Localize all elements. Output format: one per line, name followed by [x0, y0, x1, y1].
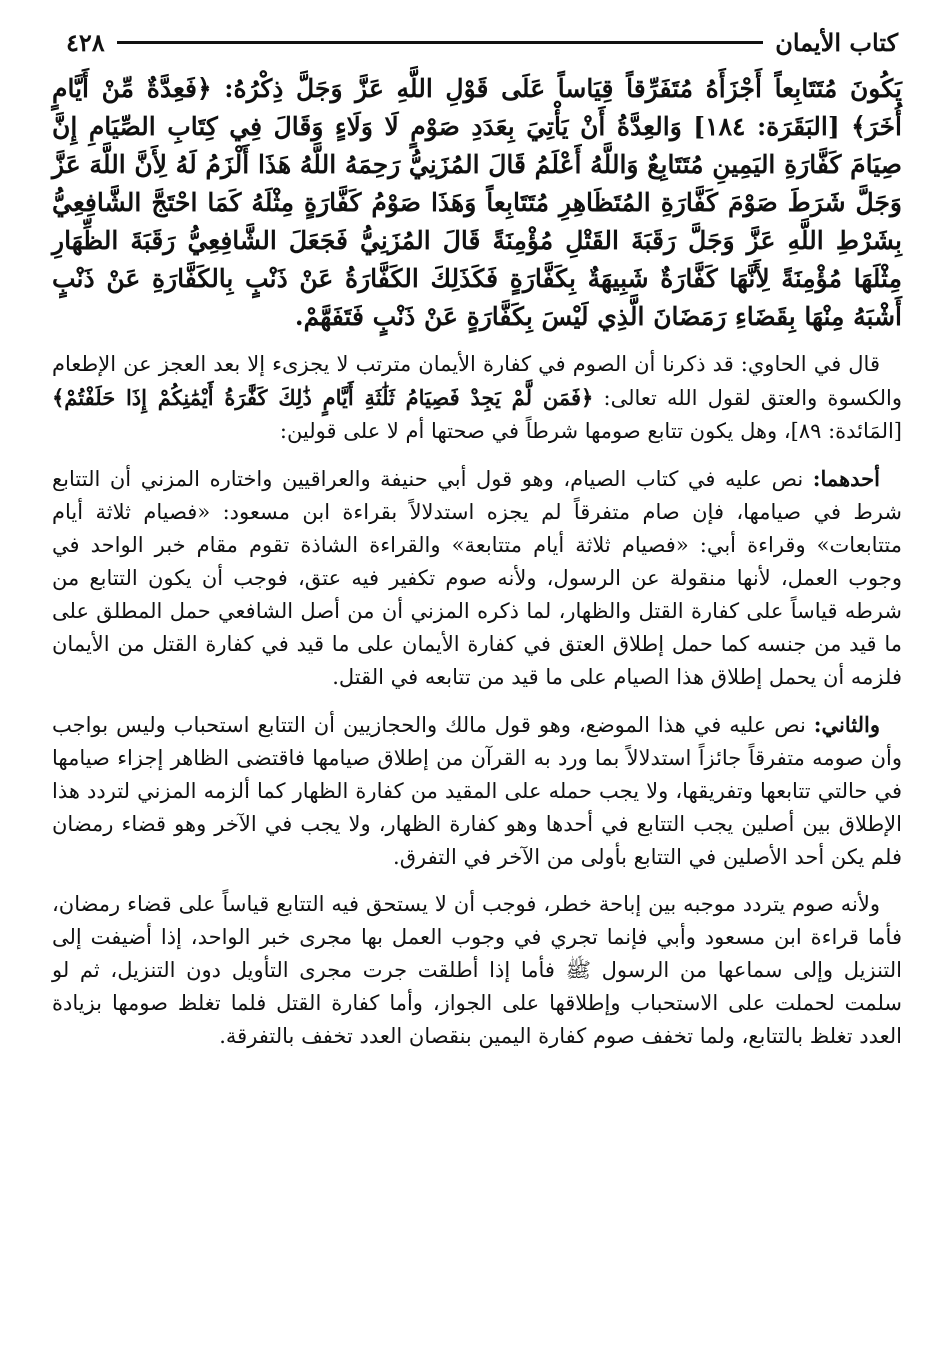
- matn-text: يَكُونَ مُتَتَابِعاً أَجْزَأَهُ مُتَفَرِّقاً قِيَاساً عَلَى قَوْلِ اللَّهِ عَزَّ وَجَلَّ ذِكْرُهُ: ﴿فَعِدَّةٌ مِّنْ أَيَّامٍ أُخَرَ﴾ [البَقَرَة: ١٨٤] وَالعِدَّةُ أَنْ يَأْتِيَ بِعَدَدِ صَوْمٍ لَا وَلَاءٍ وَقَالَ فِي كِتَابِ الصِّيَامِ إِنَّ صِيَامَ كَفَّارَةِ اليَمِينِ مُتَتَابِعٌ وَاللَّهُ أَعْلَمُ قَالَ المُزَنِيُّ رَحِمَهُ اللَّهُ هَذَا أَلْزَمُ لَهُ لِأَنَّ اللَّهَ عَزَّ وَجَلَّ شَرَطَ صَوْمَ كَفَّارَةِ المُتَظَاهِرِ مُتَتَابِعاً وَهَذَا صَوْمُ كَفَّارَةٍ مِثْلَهُ كَمَا احْتَجَّ الشَّافِعِيُّ بِشَرْطِ اللَّهِ عَزَّ وَجَلَّ رَقَبَةَ القَتْلِ مُؤْمِنَةً قَالَ المُزَنِيُّ فَجَعَلَ الشَّافِعِيُّ رَقَبَةَ الظِّهَارِ مِثْلَهَا مُؤْمِنَةً لِأَنَّهَا كَفَّارَةٌ شَبِيهَةٌ بِكَفَّارَةٍ فَكَذَلِكَ الكَفَّارَةُ عَنْ ذَنْبٍ بِالكَفَّارَةِ عَنْ ذَنْبٍ أَشْبَهُ مِنْهَا بِقَضَاءِ رَمَضَانَ الَّذِي لَيْسَ بِكَفَّارَةٍ عَنْ ذَنْبٍ فَتَفَهَّمْ.: [52, 74, 902, 331]
- paragraph-text: نص عليه في هذا الموضع، وهو قول مالك والحجازيين أن التتابع استحباب وليس بواجب وأن صومه متفرقاً جائزاً استدلالاً بما ورد به القرآن من إطلاق صيامها فاقتضى الظاهر إجزاء صيامها في حالتي تتابعها وتفريقها، ولا يجب حمله على المقيد من كفارة الظهار كما ألزمه المزني لتردد هذا الإطلاق بين أصلين يجب التتابع في أحدها وهو كفارة الظهار، ولا يجب في الآخر وهو قضاء رمضان فلم يكن أحد الأصلين في التتابع بأولى من الآخر في التفرق.: [52, 713, 902, 869]
- paragraph-text: نص عليه في كتاب الصيام، وهو قول أبي حنيفة والعراقيين واختاره المزني أن التتابع شرط في صيامها، فإن صام متفرقاً لم يجزه استدلالاً بقراءة ابن مسعود: «فصيام ثلاثة أيام متتابعات» وقراءة أبي: «فصيام ثلاثة أيام متتابعة» والقراءة الشاذة تقوم مقام خبر الواحد في وجوب العمل، لأنها منقولة عن الرسول، ولأنه صوم تكفير فيه عتق، فوجب أن يكون التتابع من شرطه قياساً على كفارة القتل والظهار، لما ذكره المزني أن من أصل الشافعي حمل المطلق على ما قيد من جنسه كما حمل إطلاق العتق في كفارة الأيمان على ما قيد في كفارة القتل من الأيمان فلزمه أن يحمل إطلاق هذا الصيام على ما قيد من تتابعه في القتل.: [52, 467, 902, 689]
- paragraph-lead: والثاني:: [813, 712, 880, 737]
- commentary-paragraph-4: [52, 888, 902, 1053]
- commentary-paragraph-2: [52, 462, 902, 694]
- commentary-paragraph-1: [52, 348, 902, 448]
- book-title: كتاب الأيمان: [775, 27, 898, 57]
- paragraph-text: [المَائدة: ٨٩]، وهل يكون تتابع صومها شرطاً في صحتها أم لا على قولين:: [279, 419, 902, 443]
- quran-verse: ﴿فَمَن لَّمْ يَجِدْ فَصِيَامُ ثَلَٰثَةِ أَيَّامٍ ذَٰلِكَ كَفَّٰرَةُ أَيْمَٰنِكُمْ إِذَا حَلَفْتُمْ﴾: [52, 385, 594, 410]
- commentary-paragraph-3: [52, 708, 902, 874]
- paragraph-text: قال في الحاوي: قد ذكرنا أن الصوم في كفارة الأيمان مترتب لا يجزىء إلا بعد العجز عن الإطعام والكسوة والعتق لقول الله تعالى:: [52, 352, 902, 410]
- paragraph-lead: أحدهما:: [812, 466, 880, 491]
- header-rule: [117, 41, 764, 44]
- page: [52, 22, 902, 1067]
- page-header: [52, 22, 902, 62]
- page-number: ٤٢٨: [66, 27, 105, 57]
- paragraph-text: ولأنه صوم يتردد موجبه بين إباحة خطر، فوجب أن لا يستحق فيه التتابع قياساً على قضاء رمضان، فأما قراءة ابن مسعود وأبي فإنما تجري في وجوب العمل بها مجرى خبر الواحد، إذا أضيفت إلى التنزيل وإلى سماعها من الرسول ﷺ فأما إذا أطلقت جرت مجرى التأويل دون التنزيل، ثم لو سلمت لحملت على الاستحباب وإطلاقها على الجواز، وأما كفارة القتل فلما تغلظ صومها بزيادة العدد تغلظ بالتتابع، ولما تخفف صوم كفارة اليمين بنقصان العدد تخفف بالتفرقة.: [52, 892, 902, 1048]
